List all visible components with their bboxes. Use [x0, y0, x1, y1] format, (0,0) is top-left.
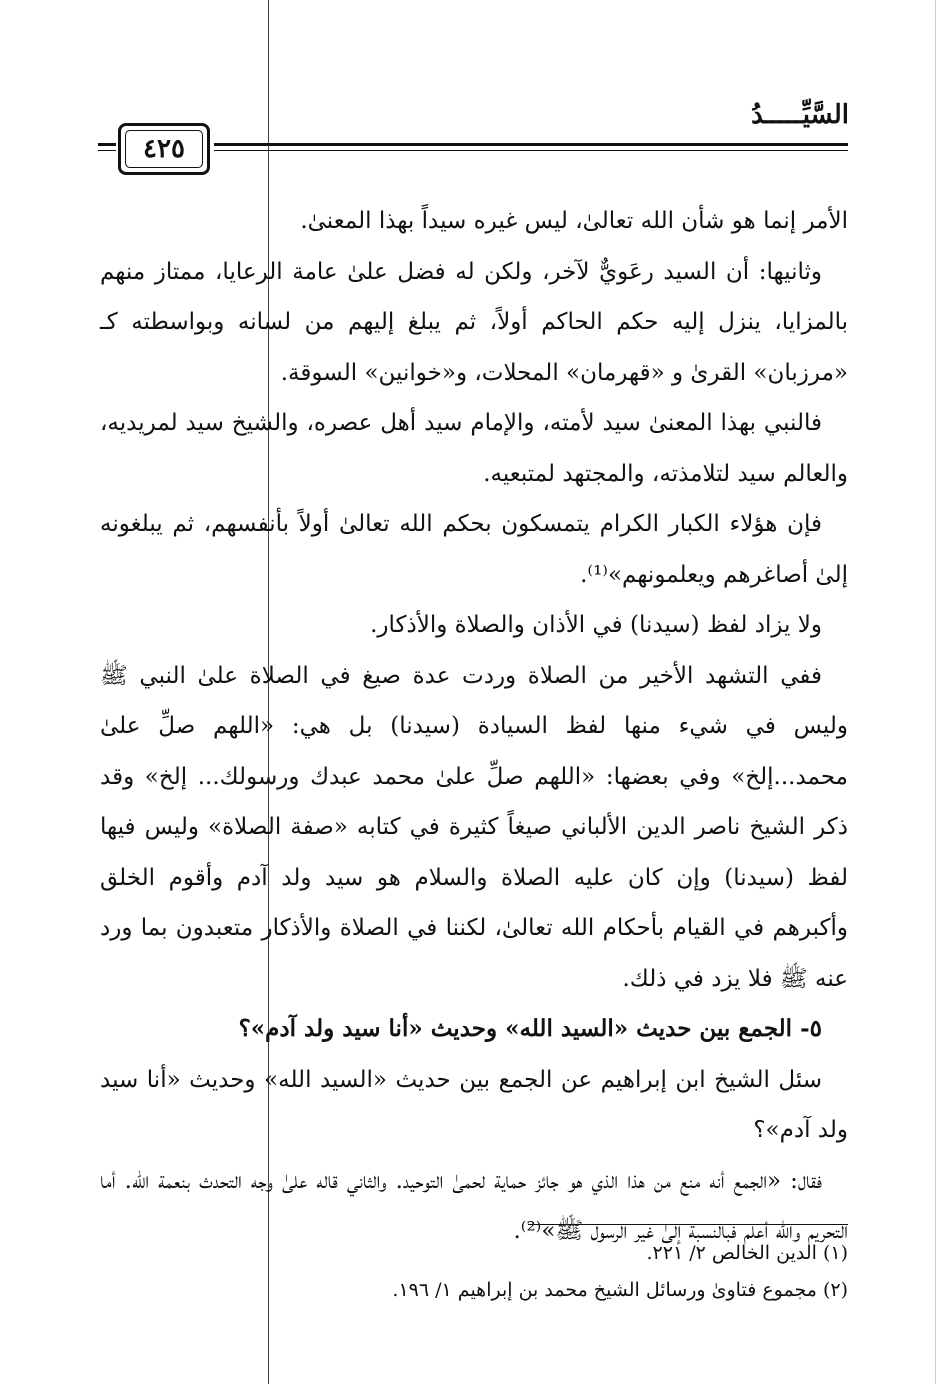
footnote-rule — [528, 1224, 848, 1225]
paragraph: سئل الشيخ ابن إبراهيم عن الجمع بين حديث «السيد الله» وحديث «أنا سيد ولد آدم»؟ — [100, 1066, 848, 1143]
paragraph: وثانيها: أن السيد رعَويٌّ لآخر، ولكن له فضل علىٰ عامة الرعايا، ممتاز منهم بالمزايا، ينزل إليه حكم الحاكم أولاً، ثم يبلغ إليهم من لسانه وبواسطته كـ «مرزبان» القرىٰ و «قهرمان» المحلات، و«خوانين» السوقة. — [100, 258, 848, 386]
main-text — [100, 196, 848, 1257]
footnotes — [100, 1224, 848, 1309]
footnote: (١) الدين الخالص ٢/ ٢٢١. — [646, 1242, 848, 1264]
header-rule — [214, 143, 848, 151]
paragraph: ولا يزاد لفظ (سيدنا) في الأذان والصلاة والأذكار. — [370, 612, 822, 638]
section-heading: ٥- الجمع بين حديث «السيد الله» وحديث «أنا سيد ولد آدم»؟ — [238, 1015, 822, 1042]
running-header-title: السَّيِّـــــدُ — [751, 100, 849, 130]
page-number-frame — [118, 123, 210, 175]
page-number: ٤٢٥ — [125, 130, 203, 168]
paragraph: فقال: «الجمع أنه منع من هذا الذي هو جائز حماية لحمىٰ التوحيد. والثاني قاله علىٰ وجه التحدث بنعمة الله. أما التحريم والله أعلم فبالنسبة إلىٰ غير الرسول ﷺ»⁽²⁾. — [100, 1167, 848, 1244]
paragraph: فالنبي بهذا المعنىٰ سيد لأمته، والإمام سيد أهل عصره، والشيخ سيد لمريديه، والعالم سيد لتلامذته، والمجتهد لمتبعيه. — [100, 410, 848, 487]
paragraph: ففي التشهد الأخير من الصلاة وردت عدة صيغ في الصلاة علىٰ النبي ﷺ وليس في شيء منها لفظ السيادة (سيدنا) بل هي: «اللهم صلِّ علىٰ محمد...إلخ» وفي بعضها: «اللهم صلِّ علىٰ محمد عبدك ورسولك... إلخ» وقد ذكر الشيخ ناصر الدين الألباني صيغاً كثيرة في كتابه «صفة الصلاة» وليس فيها لفظ (سيدنا) وإن كان عليه الصلاة والسلام هو سيد ولد آدم وأقوم الخلق وأكبرهم في القيام بأحكام الله تعالىٰ، لكننا في الصلاة والأذكار متعبدون بما ورد عنه ﷺ فلا يزد في ذلك. — [100, 662, 848, 992]
footnote: (٢) مجموع فتاوىٰ ورسائل الشيخ محمد بن إبراهيم ١/ ١٩٦. — [392, 1279, 848, 1301]
paragraph: فإن هؤلاء الكبار الكرام يتمسكون بحكم الله تعالىٰ أولاً بأنفسهم، ثم يبلغونه إلىٰ أصاغرهم ويعلمونهم»⁽¹⁾. — [100, 511, 848, 588]
paragraph: الأمر إنما هو شأن الله تعالىٰ، ليس غيره سيداً بهذا المعنىٰ. — [300, 208, 848, 234]
scan-edge-line — [935, 0, 936, 1384]
header-rule-left — [98, 143, 116, 151]
